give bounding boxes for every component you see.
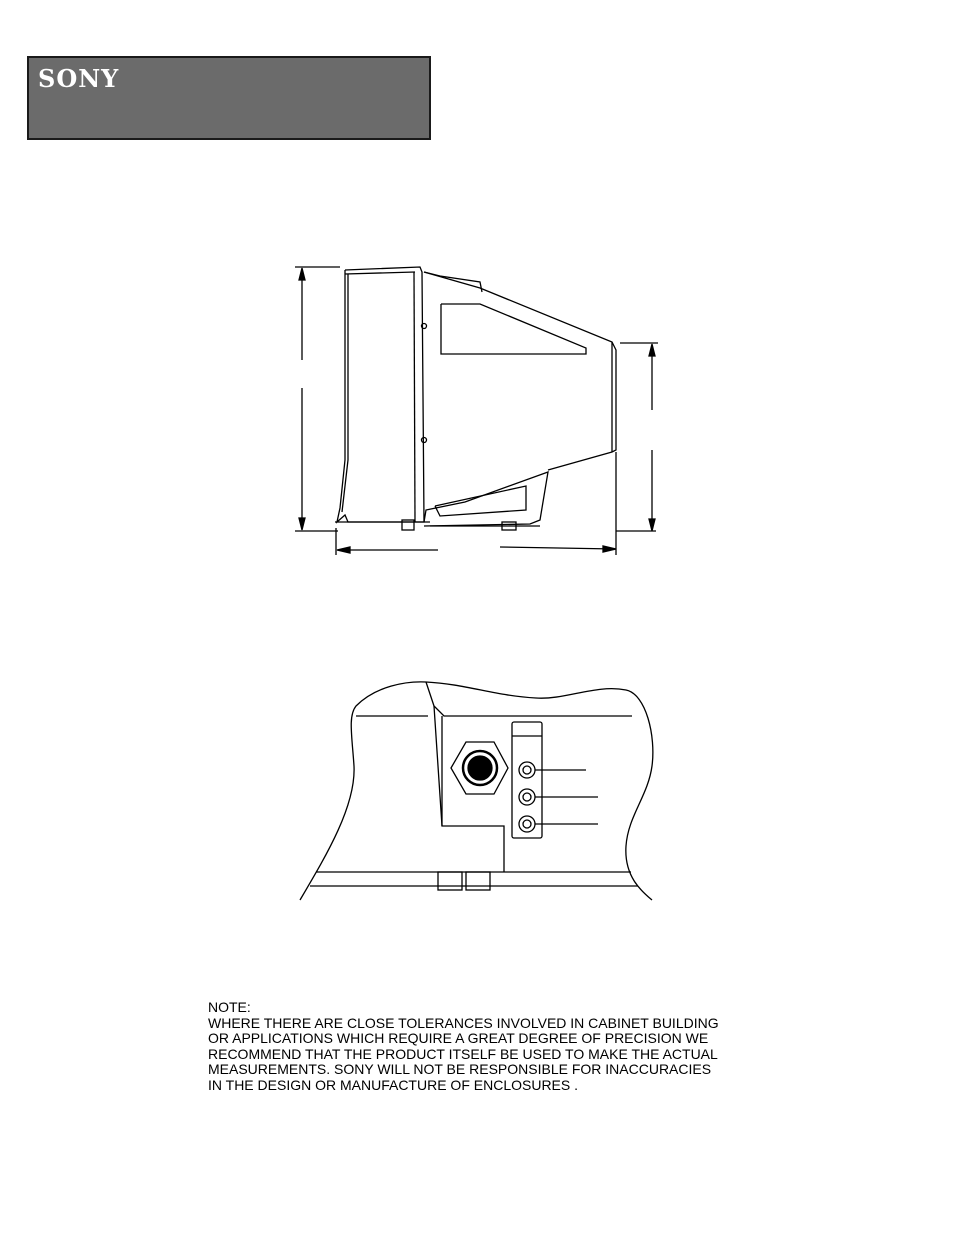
depth-arrow-left: [337, 547, 350, 553]
rear-panel-detail-drawing: [296, 676, 666, 904]
note-heading: NOTE:: [208, 999, 251, 1015]
depth-dimension-line-right: [500, 547, 615, 549]
rear-height-arrow-bottom: [649, 519, 655, 531]
cabinet-top-edge: [424, 272, 616, 470]
note-line: IN THE DESIGN OR MANUFACTURE OF ENCLOSURES .: [208, 1076, 579, 1093]
cabinet-vent-lower: [435, 486, 526, 516]
cutaway-outline: [300, 682, 653, 900]
cabinet-base: [424, 472, 548, 526]
front-bezel-outline: [337, 267, 424, 522]
note-line: OR APPLICATIONS WHICH REQUIRE A GREAT DEGREE OF PRECISION WE: [208, 1030, 709, 1047]
depth-arrow-right: [603, 546, 616, 552]
jack-2-icon: [519, 789, 535, 805]
header-banner: [27, 56, 431, 140]
note-line: RECOMMEND THAT THE PRODUCT ITSELF BE USED TO MAKE THE ACTUAL: [208, 1045, 718, 1062]
cabinet-vent-upper: [441, 304, 586, 354]
sony-logo: SONY: [38, 64, 120, 93]
monitor-side-view-drawing: [290, 260, 660, 560]
height-arrow-bottom: [299, 518, 305, 530]
note-line: WHERE THERE ARE CLOSE TOLERANCES INVOLVED IN CABINET BUILDING: [208, 1014, 719, 1031]
height-arrow-top: [299, 268, 305, 280]
note-line: MEASUREMENTS. SONY WILL NOT BE RESPONSIBLE FOR INACCURACIES: [208, 1061, 712, 1078]
rear-height-arrow-top: [649, 344, 655, 356]
jack-1-icon: [519, 762, 535, 778]
jack-3-icon: [519, 816, 535, 832]
disclaimer-note: [208, 1000, 798, 1094]
